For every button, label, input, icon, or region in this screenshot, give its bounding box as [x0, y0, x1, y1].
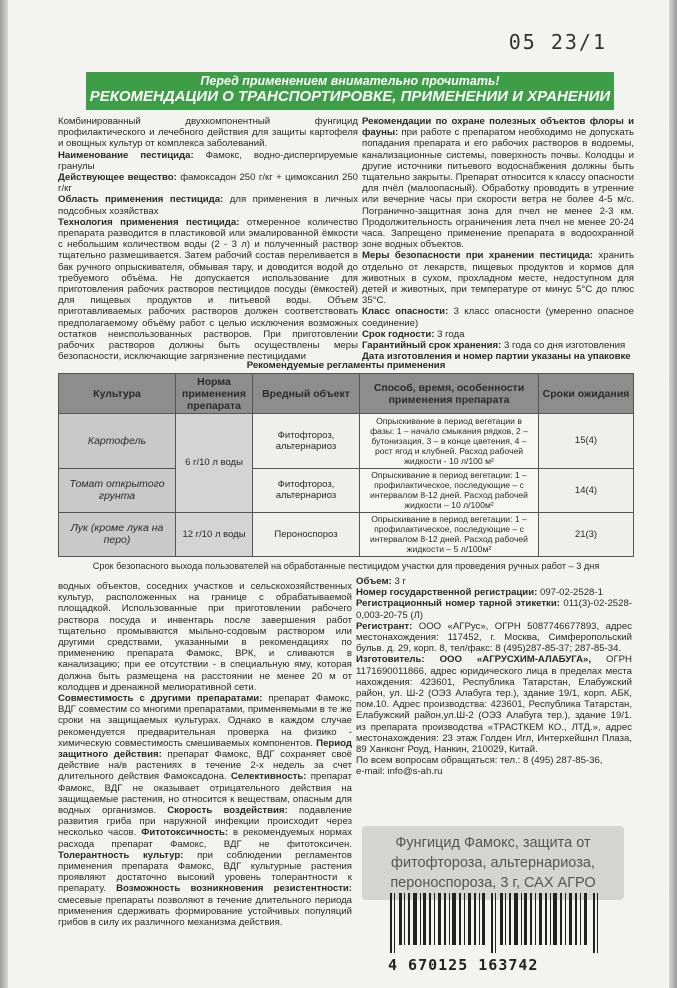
table-cell-method: Опрыскивание в период вегетации: 1 – профилактическое, последующие – с интервалом 8-12 дней. Расход рабочей жидкости – 10 л/100м²: [360, 468, 539, 512]
manufacturer: Изготовитель: ООО «АГРУСХИМ-АЛАБУГА», ОГРН 1171690011866, адрес юридического лица в пределах места нахождения: 423601, Республика Татарстан, Елабужский район, ул. Ш-2 (ОЭЗ Алабуга тер.), здание 19/1, корп. АБК, пом.10. Адрес производства: 423601, Республика Татарстан, Елабужский район,ул.Ш-2 (ОЭЗ Алабуга тер.), здание 19/1. из препарата производства «ТРАСТКЕМ КО., ЛТД.», адрес местонахождения: 23 этаж Голден Игл, Интерхейшнл Плаза, 89 Ханконг Роуд, Нанкин, 210029, Китай.: [356, 654, 632, 756]
header-banner: [86, 72, 614, 110]
table-cell-method: Опрыскивание в период вегетации в фазы: 1 – начало смыкания рядков, 2 – бутонизация, 3 – в конце цветения, 4 – рост ягод и клубней. Расход рабочей жидкости - 10 л/100 м²: [360, 414, 539, 468]
table-cell-rate: 6 г/10 л воды: [176, 414, 253, 513]
table-cell-wait: 15(4): [539, 414, 634, 468]
intro-text: Комбинированный двухкомпонентный фунгицид профилактического и лечебного действия для защиты картофеля и овощных культур от комплекса заболеваний.: [58, 116, 358, 150]
table-cell-pest: Фитофтороз, альтернариоз: [253, 414, 360, 468]
barcode-digits: 4 670125 163742: [388, 956, 539, 974]
table-cell-crop: Картофель: [59, 414, 176, 468]
table-header-rate: Норма применения препарата: [176, 374, 253, 414]
barcode-icon: [390, 893, 600, 953]
sachet-edge-left: [0, 0, 8, 988]
active-substance: Действующее вещество: фамоксадон 250 г/кг + цимоксанил 250 г/кг: [58, 172, 359, 195]
compatibility: Совместимость с другими препаратами: препарат Фамокс, ВДГ совместим со многими препаратами, применяемыми в те же сроки на защищаемых культурах. Однако в каждом случае рекомендуется предварительная проверка на физико - химическую совместимость смешиваемых компонентов. Период защитного действия: препарат Фамокс, ВДГ сохраняет своё действие на/в растениях в течение 2-х недель за счет длительного действия Фамоксадона. Селективность: препарат Фамокс, ВДГ не оказывает отрицательного действия на защищаемые растения, но относится к веществам, опасным для водных организмов. Скорость воздействия: подавление развития гриба при наружной инфекции происходит через несколько часов. Фитотоксичность: в рекомендуемых нормах расхода препарат Фамокс, ВДГ не фитотоксичен. Толерантность культур: при соблюдении регламентов применения препарата Фамокс, ВДГ культурные растения проявляют достаточно высокий уровень толерантности к препарату. Возможность возникновения резистентности: смесевые препараты позволяют в течение длительного периода применения сдерживать формирование устойчивых популяций грибов в силу их различного механизма действия.: [58, 693, 353, 929]
shelf-life: Срок годности: 3 года: [362, 328, 465, 340]
volume: Объем: 3 г: [356, 576, 406, 587]
instructions-column-bottom-left: [58, 581, 352, 928]
instructions-column-bottom-right: [356, 576, 632, 778]
hazard-class: Класс опасности: 3 класс опасности (умеренно опасное соединение): [362, 306, 635, 329]
contact-email: e-mail: info@s-ah.ru: [356, 766, 443, 778]
table-cell-crop: Лук (кроме лука на перо): [59, 512, 176, 556]
table-cell-wait: 21(3): [539, 512, 634, 556]
table-cell-pest: Фитофтороз, альтернариоз: [253, 468, 360, 512]
table-cell-rate: 12 г/10 л воды: [176, 512, 253, 556]
storage-safety: Меры безопасности при хранении пестицида: хранить отдельно от лекарств, пищевых продуктов и кормов для животных в сухом, прохладном месте, недоступном для детей и животных, при температуре от минус 5°С до плюс 35°С.: [362, 250, 634, 307]
table-header-wait: Сроки ожидания: [539, 374, 634, 414]
batch-code: 05 23/1: [508, 30, 607, 54]
table-cell-pest: Пероноспороз: [253, 512, 360, 556]
sachet-edge-right: [669, 0, 677, 988]
instructions-column-top-left: [58, 116, 358, 362]
continued-text: водных объектов, соседних участков и сельскохозяйственных культур, расположенных на границе с обрабатываемой площадкой. Использованные при приготовлении рабочего раствора посуда и инвентарь после завершения работ тщательно промываются мыльно-содовым раствором или другими средствами, указанными в рекомендациях по применению препарата Фамокс, ВРК, и сливаются в канализацию; при ее отсутствии - в специальную яму, которая должна быть размещена на расстоянии не менее 20 м от колодцев и дренажной мелиоративной сети.: [58, 581, 352, 693]
banner-warning: Перед применением внимательно прочитать!: [200, 74, 500, 88]
table-cell-wait: 14(4): [539, 468, 634, 512]
banner-title: РЕКОМЕНДАЦИИ О ТРАНСПОРТИРОВКЕ, ПРИМЕНЕНИИ И ХРАНЕНИИ: [89, 88, 611, 105]
fauna-protection: Рекомендации по охране полезных объектов флоры и фауны: при работе с препаратом необходимо не допускать попадания препарата и его рабочих растворов в водоемы, канализационные системы, поверхность почвы. Колодцы и другие источники питьевого водоснабжения должны быть тщательно закрыты. Препарат относится к классу опасности для пчёл (малоопасный). Обработку проводить в утренние или вечерние часы при скорости ветра не более 4-5 м/с. Погранично-защитная зона для пчел не менее 2-3 км. Продолжительность ограничения лета пчел не менее 20-24 часа. Запрещено применение препарата в водоохранной зоне водных объектов.: [362, 116, 634, 251]
guarantee-period: Гарантийный срок хранения: 3 года со дня изготовления: [362, 340, 626, 352]
table-header-crop: Культура: [59, 374, 176, 414]
state-registration: Номер государственной регистрации: 097-02-2528-1: [356, 587, 603, 599]
contact-phone: По всем вопросам обращаться: тел.: 8 (495) 287-85-36,: [356, 755, 603, 767]
table-cell-method: Опрыскивание в период вегетации: 1 – профилактическое, последующие – с интервалом 8-12 дней. Расход рабочей жидкости – 5 л/100м²: [360, 512, 539, 556]
pesticide-name: Наименование пестицида: Фамокс, водно-диспергируемые гранулы: [58, 149, 359, 172]
application-table: [58, 373, 634, 557]
product-title-card: Фунгицид Фамокс, защита от фитофтороза, альтернариоза, пероноспороза, 3 г, САХ АГРО: [362, 826, 624, 900]
table-cell-crop: Томат открытого грунта: [59, 468, 176, 512]
application-technology: Технология применения пестицида: отмеренное количество препарата разводится в пластиковой или эмалированной ёмкости с небольшим количеством воды (2 - 3 л) и полученный раствор тщательно размешивается. Затем рабочий состав переливается в бак ручного опрыскивателя, обмывая тару, и доводится водой до требуемого объёма. Не допускается использование для приготовления рабочих растворов пестицидов посуды (ёмкостей) для пищевых продуктов и питьевой воды. Объем приготавливаемых рабочих растворов должен соответствовать предполагаемому объёму работ с целью исключения возможных остатков неиспользованных растворов. При приготовлении рабочих растворов должны быть осуществлены меры безопасности, исключающие загрязнение пестицидами: [58, 216, 359, 363]
application-area: Область применения пестицида: для применения в личных подсобных хозяйствах: [58, 194, 358, 217]
instructions-column-top-right: [362, 116, 634, 362]
tare-label-number: Регистрационный номер тарной этикетки: 011(3)-02-2528-0,003-20-75 (Л): [356, 598, 633, 621]
table-header-method: Способ, время, особенности применения препарата: [360, 374, 539, 414]
manufacture-date-note: Дата изготовления и номер партии указаны на упаковке: [362, 351, 631, 363]
registrant: Регистрант: ООО «АГРус», ОГРН 5087746677893, адрес местонахождения: 117452, г. Москва, Симферопольский бульв. д. 29, корп. 8, тел/факс: 8 (495)287-85-37; 287-85-34.: [356, 620, 633, 655]
table-footnote: Срок безопасного выхода пользователей на обработанные пестицидом участки для проведения ручных работ – 3 дня: [92, 561, 600, 571]
table-caption: Рекомендуемые регламенты применения: [246, 360, 446, 371]
table-header-pest: Вредный объект: [253, 374, 360, 414]
